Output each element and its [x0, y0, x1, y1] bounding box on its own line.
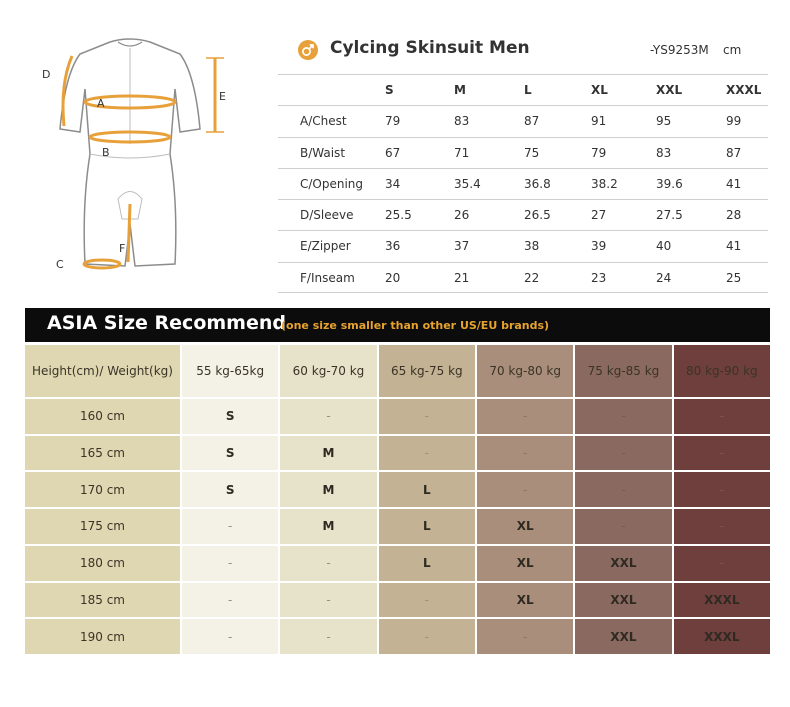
size-recommend-cell: S: [182, 436, 278, 471]
size-recommend-cell: XXXL: [674, 619, 770, 654]
table-cell: 79: [591, 145, 607, 160]
size-recommend-cell: L: [379, 546, 475, 581]
size-measurement-table: [278, 74, 768, 293]
size-recommend-cell: -: [182, 619, 278, 654]
size-recommend-cell: -: [477, 472, 573, 507]
table-cell: 27.5: [656, 208, 683, 223]
size-recommend-cell: -: [182, 583, 278, 618]
table-cell: 83: [656, 145, 672, 160]
size-recommend-cell: S: [182, 472, 278, 507]
weight-column-header: 65 kg-75 kg: [379, 345, 475, 397]
size-recommend-cell: -: [477, 436, 573, 471]
size-column-header: XXL: [656, 83, 683, 97]
size-recommend-cell: -: [379, 619, 475, 654]
size-recommend-cell: S: [182, 399, 278, 434]
size-recommend-cell: XL: [477, 546, 573, 581]
size-recommend-cell: XL: [477, 583, 573, 618]
size-recommend-cell: -: [575, 436, 671, 471]
measurement-label: E/Zipper: [300, 239, 351, 254]
product-title: Cylcing Skinsuit Men: [330, 38, 530, 58]
size-recommend-cell: -: [280, 546, 376, 581]
table-cell: 41: [726, 176, 742, 191]
weight-column-header: 60 kg-70 kg: [280, 345, 376, 397]
size-recommend-cell: -: [477, 399, 573, 434]
table-cell: 20: [385, 270, 401, 285]
weight-column-header: 55 kg-65kg: [182, 345, 278, 397]
label-d: D: [42, 68, 51, 81]
size-recommend-cell: XXL: [575, 546, 671, 581]
size-recommend-cell: -: [674, 399, 770, 434]
size-recommend-cell: L: [379, 472, 475, 507]
size-recommend-cell: -: [674, 472, 770, 507]
size-column-header: XL: [591, 83, 608, 97]
table-cell: 36.8: [524, 176, 551, 191]
table-cell: 27: [591, 208, 607, 223]
measurement-label: D/Sleeve: [300, 208, 354, 223]
table-cell: 26: [454, 208, 470, 223]
label-a: A: [97, 97, 105, 110]
table-cell: 36: [385, 239, 401, 254]
table-cell: 34: [385, 176, 401, 191]
table-cell: 25.5: [385, 208, 412, 223]
table-cell: 22: [524, 270, 540, 285]
table-cell: 24: [656, 270, 672, 285]
size-recommend-cell: M: [280, 472, 376, 507]
size-recommend-cell: M: [280, 509, 376, 544]
size-recommend-cell: -: [182, 509, 278, 544]
table-row: [278, 199, 768, 230]
recommend-title: ASIA Size Recommend: [47, 312, 286, 334]
height-row-label: 165 cm: [25, 436, 180, 471]
table-cell: 38.2: [591, 176, 618, 191]
size-recommend-cell: -: [674, 546, 770, 581]
height-row-label: 175 cm: [25, 509, 180, 544]
table-cell: 35.4: [454, 176, 481, 191]
size-recommend-cell: XXL: [575, 619, 671, 654]
product-code: -YS9253M: [650, 43, 709, 57]
size-recommend-cell: -: [575, 509, 671, 544]
table-cell: 95: [656, 114, 672, 129]
size-recommend-cell: -: [280, 399, 376, 434]
size-column-header: M: [454, 83, 466, 97]
height-row-label: 180 cm: [25, 546, 180, 581]
male-symbol-icon: [298, 40, 318, 60]
unit-label: cm: [723, 43, 742, 57]
table-cell: 41: [726, 239, 742, 254]
table-cell: 87: [726, 145, 742, 160]
table-cell: 39: [591, 239, 607, 254]
height-row-label: 160 cm: [25, 399, 180, 434]
size-recommend-cell: M: [280, 436, 376, 471]
table-cell: 87: [524, 114, 540, 129]
recommend-note: (one size smaller than other US/EU brands): [281, 319, 550, 332]
table-cell: 21: [454, 270, 470, 285]
table-row: [278, 168, 768, 199]
size-column-header: XXXL: [726, 83, 762, 97]
size-recommend-cell: XXXL: [674, 583, 770, 618]
size-recommend-cell: -: [674, 436, 770, 471]
table-cell: 28: [726, 208, 742, 223]
size-recommend-cell: -: [575, 399, 671, 434]
table-cell: 38: [524, 239, 540, 254]
grid-corner-label: Height(cm)/ Weight(kg): [25, 345, 180, 397]
size-recommend-cell: -: [182, 546, 278, 581]
recommend-banner: [25, 308, 770, 342]
size-recommend-cell: XXL: [575, 583, 671, 618]
size-recommend-cell: -: [379, 436, 475, 471]
height-row-label: 185 cm: [25, 583, 180, 618]
skinsuit-diagram: [30, 34, 260, 284]
table-cell: 26.5: [524, 208, 551, 223]
skinsuit-outline: [30, 34, 260, 284]
height-row-label: 190 cm: [25, 619, 180, 654]
table-cell: 99: [726, 114, 742, 129]
size-recommend-cell: -: [280, 619, 376, 654]
size-recommend-cell: XL: [477, 509, 573, 544]
table-row: [278, 262, 768, 293]
size-recommend-cell: -: [674, 509, 770, 544]
size-recommend-cell: L: [379, 509, 475, 544]
table-cell: 37: [454, 239, 470, 254]
table-cell: 40: [656, 239, 672, 254]
measurement-label: A/Chest: [300, 114, 347, 129]
weight-column-header: 80 kg-90 kg: [674, 345, 770, 397]
size-recommend-cell: -: [379, 399, 475, 434]
label-b: B: [102, 146, 110, 159]
measurement-label: B/Waist: [300, 145, 346, 160]
table-cell: 75: [524, 145, 540, 160]
weight-column-header: 70 kg-80 kg: [477, 345, 573, 397]
size-recommend-cell: -: [477, 619, 573, 654]
product-header: [298, 38, 768, 64]
table-row: [278, 105, 768, 136]
table-cell: 67: [385, 145, 401, 160]
table-cell: 23: [591, 270, 607, 285]
table-cell: 83: [454, 114, 470, 129]
size-column-header: S: [385, 83, 394, 97]
table-cell: 71: [454, 145, 470, 160]
label-c: C: [56, 258, 64, 271]
measurement-label: C/Opening: [300, 176, 364, 191]
label-f: F: [119, 242, 126, 255]
table-row: [278, 230, 768, 261]
size-recommend-cell: -: [379, 583, 475, 618]
table-cell: 79: [385, 114, 401, 129]
table-row: [278, 137, 768, 168]
table-cell: 39.6: [656, 176, 683, 191]
size-recommend-cell: -: [575, 472, 671, 507]
size-recommend-cell: -: [280, 583, 376, 618]
table-cell: 91: [591, 114, 607, 129]
recommend-grid: [25, 345, 770, 654]
weight-column-header: 75 kg-85 kg: [575, 345, 671, 397]
size-column-header: L: [524, 83, 532, 97]
table-cell: 25: [726, 270, 742, 285]
table-header-row: [278, 74, 768, 105]
label-e: E: [219, 90, 226, 103]
measurement-label: F/Inseam: [300, 270, 355, 285]
height-row-label: 170 cm: [25, 472, 180, 507]
